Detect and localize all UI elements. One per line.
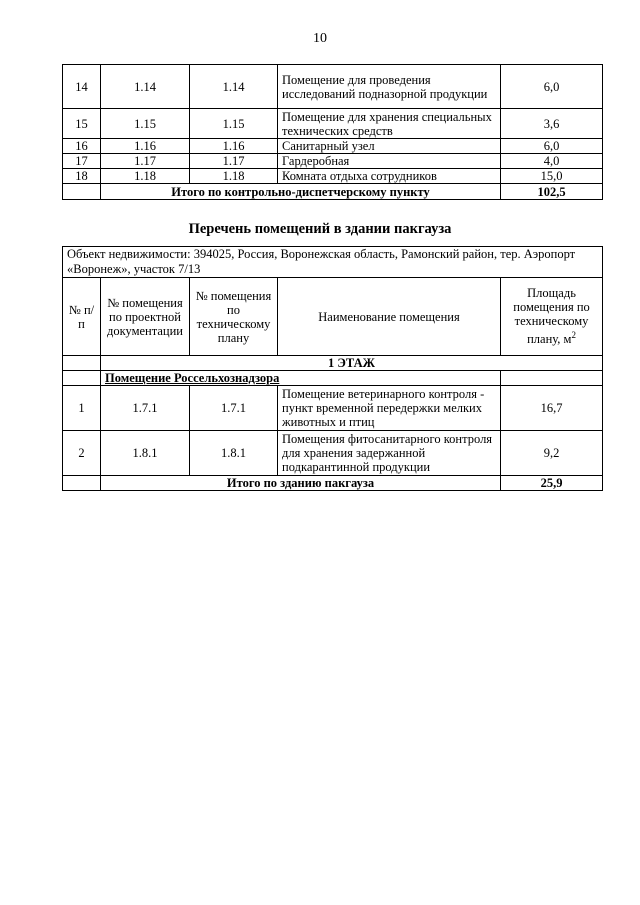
header-area-superscript: 2 xyxy=(571,330,576,341)
cell-project-number: 1.17 xyxy=(101,154,190,169)
cell-room-name: Санитарный узел xyxy=(278,139,501,154)
cell-project-number: 1.18 xyxy=(101,169,190,184)
cell-tech-number: 1.16 xyxy=(190,139,278,154)
table-row xyxy=(63,386,603,431)
cell-area: 6,0 xyxy=(501,139,603,154)
object-address: Объект недвижимости: 394025, Россия, Воронежская область, Рамонский район, тер. Аэропорт «Воронеж», участок 7/13 xyxy=(63,247,603,278)
cell-project-number: 1.14 xyxy=(101,65,190,109)
cell-empty xyxy=(63,371,101,386)
table-row xyxy=(63,65,603,109)
rooms-table-warehouse xyxy=(62,246,603,491)
cell-tech-number: 1.18 xyxy=(190,169,278,184)
cell-empty xyxy=(501,371,603,386)
cell-project-number: 1.15 xyxy=(101,109,190,139)
cell-room-name: Помещение для хранения специальных технических средств xyxy=(278,109,501,139)
object-row xyxy=(63,247,603,278)
total-value: 25,9 xyxy=(501,476,603,491)
group-row xyxy=(63,371,603,386)
table-row xyxy=(63,431,603,476)
cell-number: 1 xyxy=(63,386,101,431)
header-row xyxy=(63,278,603,356)
table-row xyxy=(63,139,603,154)
header-area-text: Площадь помещения по техническому плану, м xyxy=(513,286,590,347)
cell-number: 14 xyxy=(63,65,101,109)
header-area xyxy=(501,278,603,356)
cell-tech-number: 1.17 xyxy=(190,154,278,169)
cell-tech-number: 1.8.1 xyxy=(190,431,278,476)
cell-project-number: 1.7.1 xyxy=(101,386,190,431)
section-title: Перечень помещений в здании пакгауза xyxy=(188,221,452,237)
header-project-number: № помещения по проектной документации xyxy=(101,278,190,356)
table-row xyxy=(63,154,603,169)
table-row xyxy=(63,109,603,139)
header-tech-number: № помещения по техническому плану xyxy=(190,278,278,356)
cell-empty xyxy=(63,476,101,491)
cell-area: 3,6 xyxy=(501,109,603,139)
cell-room-name: Комната отдыха сотрудников xyxy=(278,169,501,184)
group-label: Помещение Россельхознадзора xyxy=(101,371,501,386)
cell-empty xyxy=(63,184,101,200)
cell-area: 4,0 xyxy=(501,154,603,169)
total-value: 102,5 xyxy=(501,184,603,200)
header-room-name: Наименование помещения xyxy=(278,278,501,356)
total-label: Итого по зданию пакгауза xyxy=(101,476,501,491)
total-row xyxy=(63,476,603,491)
cell-area: 9,2 xyxy=(501,431,603,476)
page-number: 10 xyxy=(313,31,327,46)
cell-tech-number: 1.14 xyxy=(190,65,278,109)
cell-tech-number: 1.15 xyxy=(190,109,278,139)
cell-number: 16 xyxy=(63,139,101,154)
cell-room-name: Помещение для проведения исследований подназорной продукции xyxy=(278,65,501,109)
total-row xyxy=(63,184,603,200)
cell-area: 15,0 xyxy=(501,169,603,184)
cell-tech-number: 1.7.1 xyxy=(190,386,278,431)
table-row xyxy=(63,169,603,184)
cell-number: 2 xyxy=(63,431,101,476)
cell-room-name: Помещения фитосанитарного контроля для хранения задержанной подкарантинной продукции xyxy=(278,431,501,476)
floor-row xyxy=(63,356,603,371)
header-number: № п/п xyxy=(63,278,101,356)
cell-area: 16,7 xyxy=(501,386,603,431)
cell-number: 18 xyxy=(63,169,101,184)
cell-number: 15 xyxy=(63,109,101,139)
cell-empty xyxy=(63,356,101,371)
cell-room-name: Помещение ветеринарного контроля - пункт временной передержки мелких животных и птиц xyxy=(278,386,501,431)
floor-label: 1 ЭТАЖ xyxy=(101,356,603,371)
total-label: Итого по контрольно-диспетчерскому пункту xyxy=(101,184,501,200)
cell-area: 6,0 xyxy=(501,65,603,109)
cell-number: 17 xyxy=(63,154,101,169)
cell-project-number: 1.16 xyxy=(101,139,190,154)
cell-room-name: Гардеробная xyxy=(278,154,501,169)
cell-project-number: 1.8.1 xyxy=(101,431,190,476)
rooms-table-checkpoint xyxy=(62,64,603,200)
